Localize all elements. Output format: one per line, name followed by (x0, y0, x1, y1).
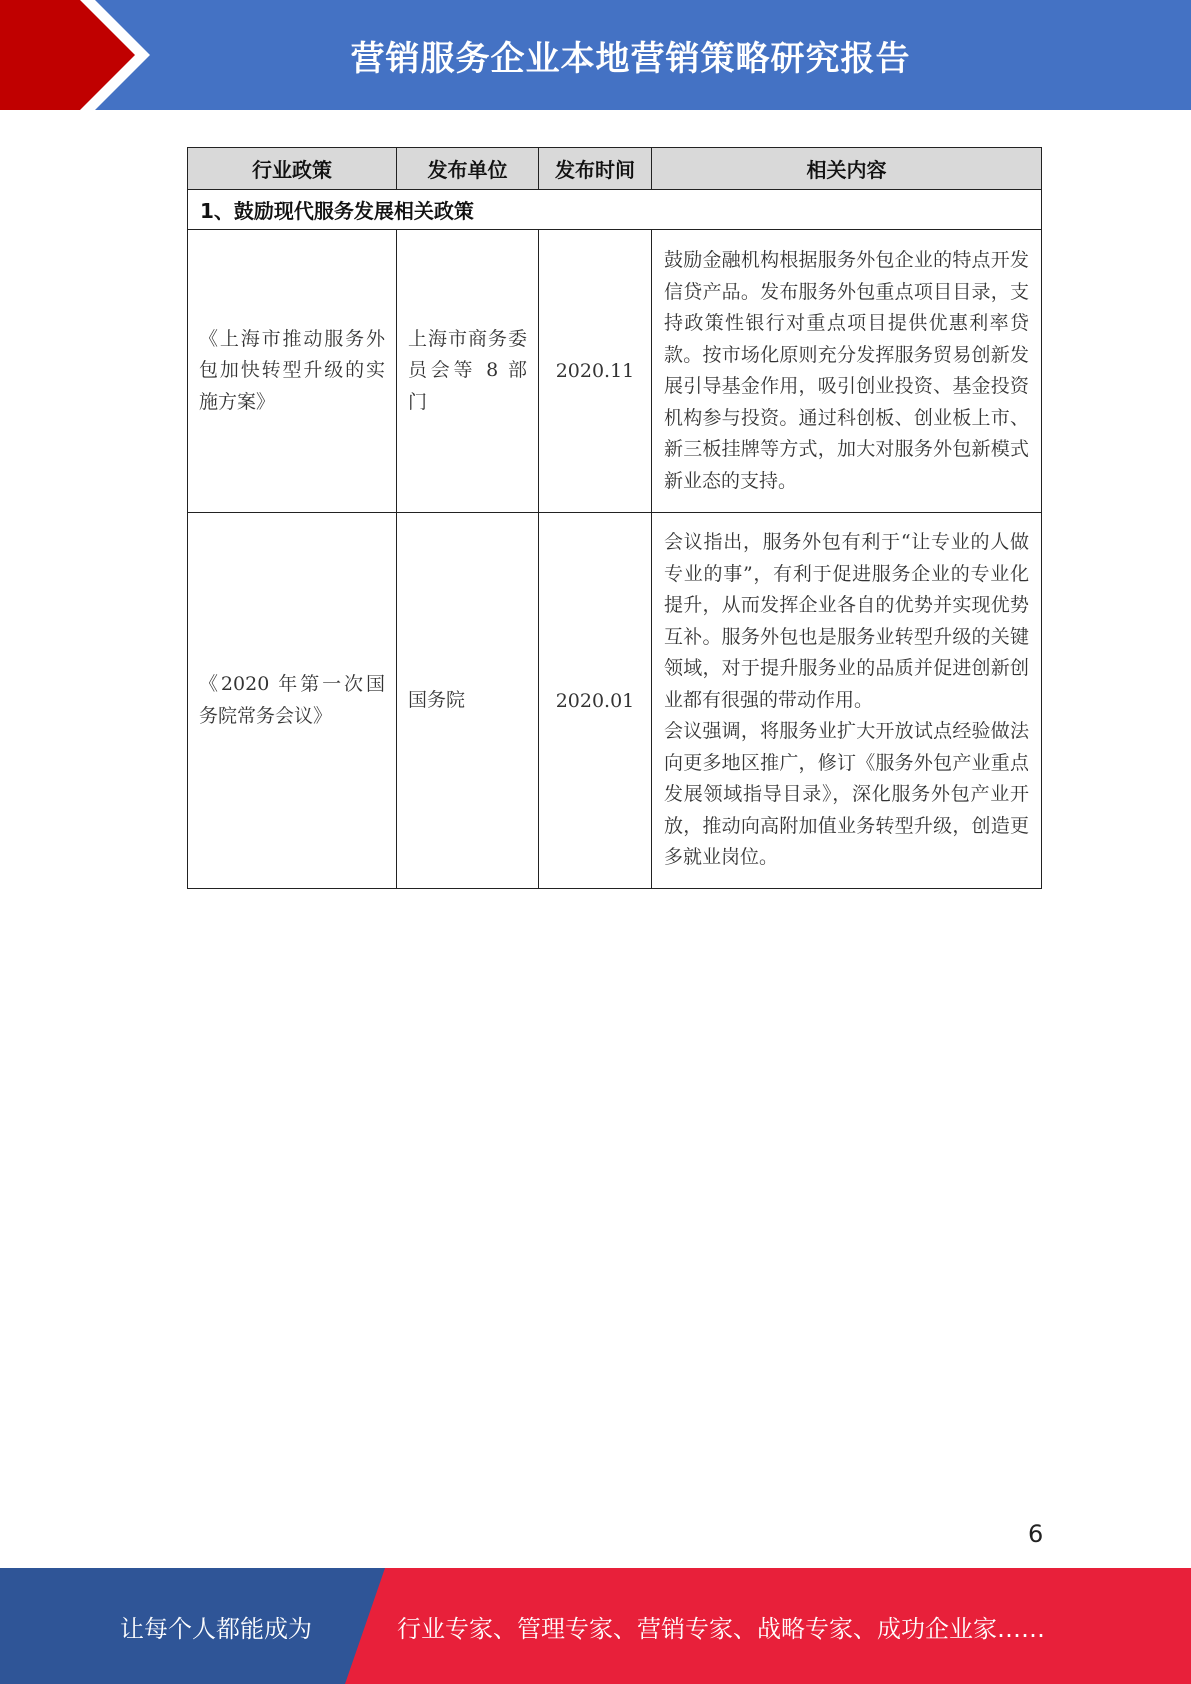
header-content: 相关内容 (652, 148, 1042, 190)
date-cell: 2020.01 (539, 513, 652, 889)
header-date: 发布时间 (539, 148, 652, 190)
table-row (188, 513, 1042, 889)
content-paragraph: 会议强调，将服务业扩大开放试点经验做法向更多地区推广，修订《服务外包产业重点发展领域指导目录》，深化服务外包产业开放，推动向高附加值业务转型升级，创造更多就业岗位。 (664, 720, 1029, 869)
table-row (188, 230, 1042, 513)
page-header (0, 0, 1191, 110)
footer-slogan-left: 让每个人都能成为 (120, 1614, 312, 1643)
policy-cell (188, 230, 397, 513)
issuer-name: 上海市商务委员会等 8 部门 (408, 327, 527, 413)
content-cell (652, 230, 1042, 513)
report-title: 营销服务企业本地营销策略研究报告 (350, 38, 911, 79)
content-cell (652, 513, 1042, 889)
issuer-cell (397, 230, 539, 513)
content-paragraph: 鼓励金融机构根据服务外包企业的特点开发信贷产品。发布服务外包重点项目目录，支持政策性银行对重点项目提供优惠利率贷款。按市场化原则充分发挥服务贸易创新发展引导基金作用，吸引创业投资、基金投资机构参与投资。通过科创板、创业板上市、新三板挂牌等方式，加大对服务外包新模式新业态的支持。 (664, 249, 1029, 492)
header-issuer: 发布单位 (397, 148, 539, 190)
footer-slogan-right: 行业专家、管理专家、营销专家、战略专家、成功企业家…… (397, 1614, 1045, 1643)
policy-table (187, 147, 1042, 889)
issuer-name: 国务院 (408, 688, 466, 711)
page-footer (0, 1568, 1191, 1684)
header-chevron-icon (0, 0, 160, 110)
table-header-row (188, 148, 1042, 190)
policy-name: 《上海市推动服务外包加快转型升级的实施方案》 (199, 327, 385, 413)
section-row (188, 190, 1042, 230)
policy-cell (188, 513, 397, 889)
date-cell: 2020.11 (539, 230, 652, 513)
policy-name: 《2020 年第一次国务院常务会议》 (199, 673, 385, 727)
issuer-cell (397, 513, 539, 889)
content-paragraph: 会议指出，服务外包有利于“让专业的人做专业的事”，有利于促进服务企业的专业化提升，从而发挥企业各自的优势并实现优势互补。服务外包也是服务业转型升级的关键领域，对于提升服务业的品质并促进创新创业都有很强的带动作用。 (664, 531, 1029, 711)
header-policy: 行业政策 (188, 148, 397, 190)
section-title: 1、鼓励现代服务发展相关政策 (188, 190, 1042, 230)
page-number: 6 (1028, 1520, 1044, 1548)
